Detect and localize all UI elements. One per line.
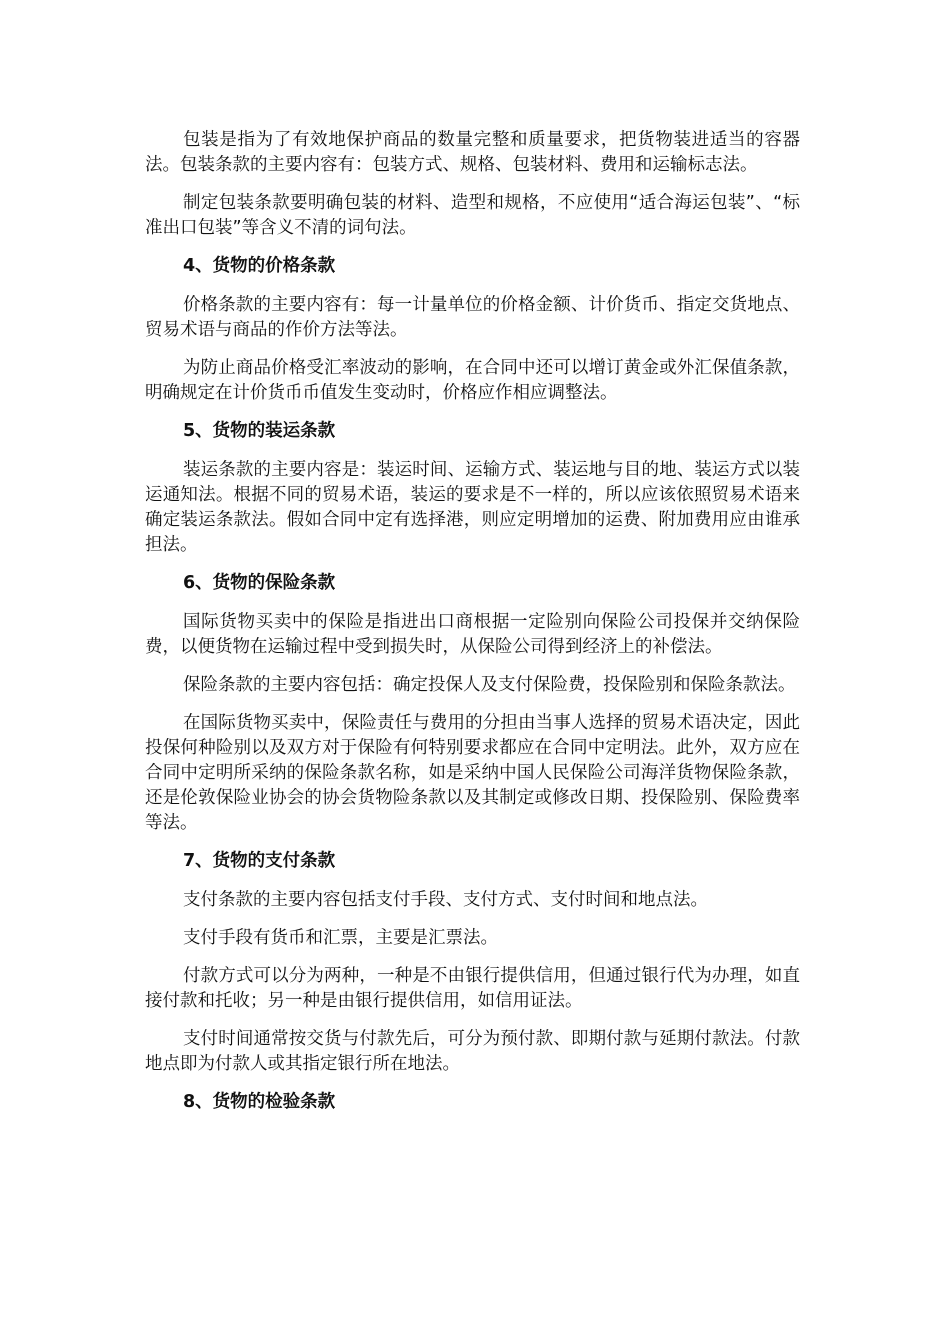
section-heading-insurance-clause: 6、货物的保险条款 — [183, 573, 336, 593]
paragraph-insurance-definition: 国际货物买卖中的保险是指进出口商根据一定险别向保险公司投保并交纳保险费，以便货物在运输过程中受到损失时，从保险公司得到经济上的补偿法。 — [145, 612, 800, 657]
paragraph-insurance-content: 保险条款的主要内容包括：确定投保人及支付保险费，投保险别和保险条款法。 — [183, 675, 796, 695]
paragraph-shipment-content: 装运条款的主要内容是：装运时间、运输方式、装运地与目的地、装运方式以装运通知法。根据不同的贸易术语，装运的要求是不一样的，所以应该依照贸易术语来确定装运条款法。假如合同中定有选择港，则应定明增加的运费、附加费用应由谁承担法。 — [145, 460, 800, 555]
paragraph-payment-instruments: 支付手段有货币和汇票，主要是汇票法。 — [183, 928, 498, 948]
paragraph-insurance-responsibility: 在国际货物买卖中，保险责任与费用的分担由当事人选择的贸易术语决定，因此投保何种险别以及双方对于保险有何特别要求都应在合同中定明法。此外，双方应在合同中定明所采纳的保险条款名称，如是采纳中国人民保险公司海洋货物保险条款，还是伦敦保险业协会的协会货物险条款以及其制定或修改日期、投保险别、保险费率等法。 — [145, 713, 800, 833]
paragraph-payment-content: 支付条款的主要内容包括支付手段、支付方式、支付时间和地点法。 — [183, 890, 708, 910]
paragraph-price-exchange-rate: 为防止商品价格受汇率波动的影响，在合同中还可以增订黄金或外汇保值条款，明确规定在计价货币币值发生变动时，价格应作相应调整法。 — [145, 358, 800, 403]
section-heading-shipment-clause: 5、货物的装运条款 — [183, 421, 336, 441]
paragraph-payment-methods: 付款方式可以分为两种，一种是不由银行提供信用，但通过银行代为办理，如直接付款和托收；另一种是由银行提供信用，如信用证法。 — [145, 966, 800, 1011]
paragraph-price-content: 价格条款的主要内容有：每一计量单位的价格金额、计价货币、指定交货地点、贸易术语与商品的作价方法等法。 — [145, 295, 800, 340]
section-heading-price-clause: 4、货物的价格条款 — [183, 256, 336, 276]
section-heading-inspection-clause: 8、货物的检验条款 — [183, 1092, 336, 1112]
paragraph-payment-time-place: 支付时间通常按交货与付款先后，可分为预付款、即期付款与延期付款法。付款地点即为付款人或其指定银行所在地法。 — [145, 1029, 800, 1074]
section-heading-payment-clause: 7、货物的支付条款 — [183, 851, 336, 871]
document-body — [145, 128, 800, 1129]
paragraph-packaging-rules: 制定包装条款要明确包装的材料、造型和规格，不应使用“适合海运包装”、“标准出口包装”等含义不清的词句法。 — [145, 193, 800, 238]
paragraph-packaging-definition: 包装是指为了有效地保护商品的数量完整和质量要求，把货物装进适当的容器法。包装条款的主要内容有：包装方式、规格、包装材料、费用和运输标志法。 — [145, 130, 800, 175]
